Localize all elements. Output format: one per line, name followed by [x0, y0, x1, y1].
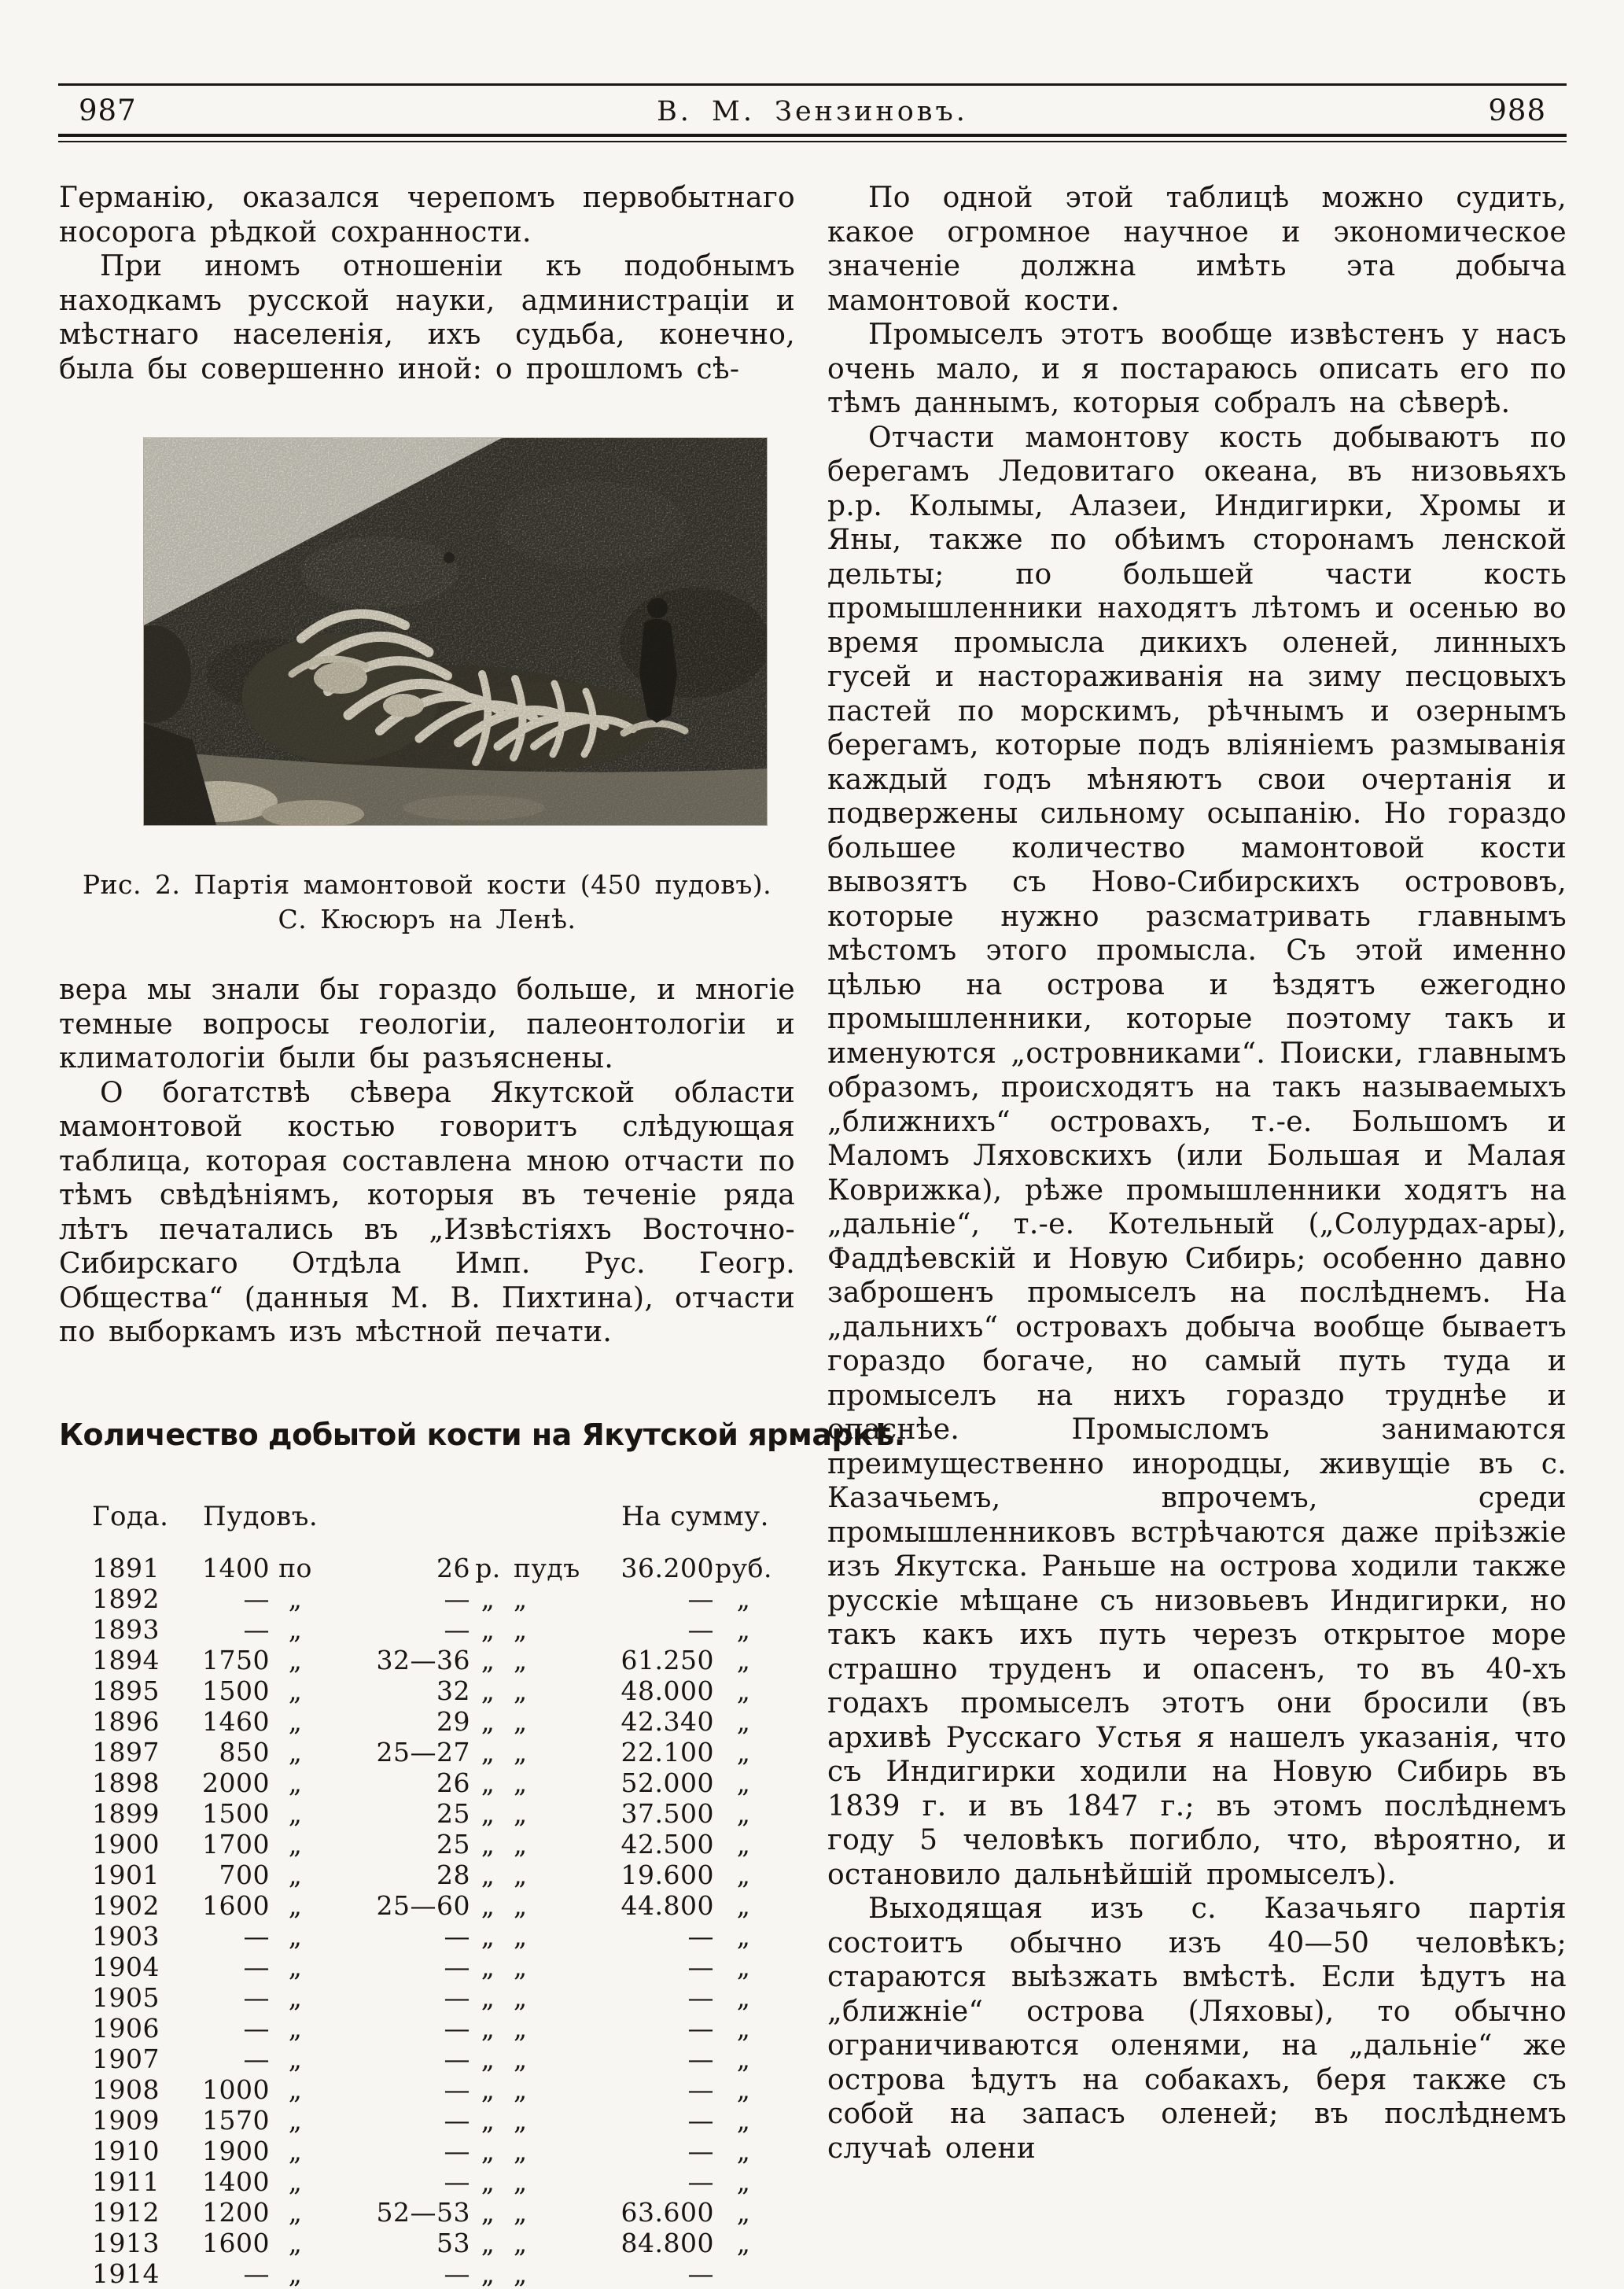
table-row: 1908 1000 „ — „ „ — „	[92, 2073, 751, 2105]
figure-caption-line1: Рис. 2. Партія мамонтовой кости (450 пудовъ).	[82, 869, 772, 900]
harvest-table-header	[81, 1474, 773, 1553]
table-row: 1896 1460 „ 29 „ „ 42.340 „	[92, 1705, 751, 1737]
paragraph: вера мы знали бы гораздо больше, и многіе темные вопросы геологіи, палеонтологіи и климатологіи были бы разъяснены.	[59, 974, 795, 1074]
table-row: 1910 1900 „ — „ „ — „	[92, 2135, 751, 2166]
table-row: 1897 850 „ 25—27 „ „ 22.100 „	[92, 1736, 751, 1767]
left-column	[59, 181, 905, 2289]
column-header-sum: На сумму.	[621, 1500, 769, 1532]
head-rule-double	[58, 134, 1567, 142]
figure-caption-line2: С. Кюсюръ на Ленѣ.	[278, 904, 576, 934]
mammoth-tusk-pile-photo	[144, 438, 767, 825]
table-row: 1903 — „ — „ „ — „	[92, 1920, 751, 1952]
paragraph: Выходящая изъ с. Казачьяго партія состоитъ обычно изъ 40—50 человѣкъ; стараются выѣзжать вмѣстѣ. Если ѣдутъ на „ближніе“ острова (Ляховы), то обычно ограничиваются оленями, на „дальніе“ же острова ѣдутъ на собакахъ, беря также съ собой на запасъ оленей; въ послѣднемъ случаѣ олени	[827, 1893, 1567, 2165]
author-running-title: В. М. Зензиновъ.	[657, 96, 968, 127]
column-header-years: Года.	[92, 1500, 169, 1532]
right-column	[827, 181, 1567, 2166]
table-row: 1898 2000 „ 26 „ „ 52.000 „	[92, 1767, 751, 1798]
paragraph: Германію, оказался черепомъ первобытнаго носорога рѣдкой сохранности.	[59, 182, 795, 249]
table-row: 1902 1600 „ 25—60 „ „ 44.800 „	[92, 1889, 751, 1921]
paragraph: Отчасти мамонтову кость добываютъ по берегамъ Ледовитаго океана, въ низовьяхъ р.р. Колымы, Алазеи, Индигирки, Хромы и Яны, также по обѣимъ сторонамъ ленской дельты; по большей части кость промышленники находятъ лѣтомъ и осенью во время промысла дикихъ оленей, линныхъ гусей и настораживанія на зиму песцовыхъ пастей по морскимъ, рѣчнымъ и озернымъ берегамъ, которые подъ вліяніемъ размыванія каждый годъ мѣняютъ свои очертанія и подвержены сильному осыпанію. Но гораздо большее количество мамонтовой кости вывозятъ съ Ново-Сибирскихъ острововъ, которые нужно разсматривать главнымъ мѣстомъ этого промысла. Съ этой именно цѣлью на острова и ѣздятъ ежегодно промышленники, которые поэтому такъ и именуются „островниками“. Поиски, главнымъ образомъ, происходятъ на такъ называемыхъ „ближнихъ“ островахъ, т.-е. Большомъ и Маломъ Ляховскихъ (или Большая и Малая Коврижка), рѣже промышленники ходятъ на „дальніе“, т.-е. Котельный („Солурдах-ары), Фаддѣевскій и Новую Сибирь; особенно давно заброшенъ промыселъ на послѣднемъ. На „дальнихъ“ островахъ добыча вообще бываетъ гораздо богаче, но самый путь туда и промыселъ на нихъ гораздо труднѣе и опаснѣе. Промысломъ занимаются преимущественно инородцы, живущіе въ с. Казачьемъ, впрочемъ, среди промышленниковъ встрѣчаются даже пріѣзжіе изъ Якутска. Раньше на острова ходили также русскіе мѣщане съ низовьевъ Индигирки, но такъ какъ ихъ путь черезъ открытое море страшно труденъ и опасенъ, то въ 40-хъ годахъ промыселъ этотъ они бросили (въ архивѣ Русскаго Устья я нашелъ указанія, что съ Индигирки ходили на Новую Сибирь въ 1839 г. и въ 1847 г.; въ этомъ послѣднемъ году 5 человѣкъ погибло, что, вѣроятно, и остановило дальнѣйшій промыселъ).	[827, 421, 1567, 1891]
harvest-table	[81, 1474, 773, 2289]
table-row: 1900 1700 „ 25 „ „ 42.500 „	[92, 1828, 751, 1860]
table-row: 1912 1200 „ 52—53 „ „ 63.600 „	[92, 2196, 751, 2228]
page-number-left: 987	[79, 94, 137, 127]
figure-caption	[59, 868, 795, 937]
paragraph: По одной этой таблицѣ можно судить, какое огромное научное и экономическое значеніе должна имѣть эта добыча мамонтовой кости.	[827, 182, 1567, 317]
table-row: 1911 1400 „ — „ „ — „	[92, 2166, 751, 2197]
table-row: 1899 1500 „ 25 „ „ 37.500 „	[92, 1797, 751, 1829]
table-row: 1904 — „ — „ „ — „	[92, 1951, 751, 1982]
figure-2	[82, 438, 772, 937]
table-row: 1892 — „ — „ „ — „	[92, 1583, 751, 1614]
table-row: 1891 1400 по 26 р. пудъ 36.200 руб.	[92, 1552, 772, 1583]
table-row: 1895 1500 „ 32 „ „ 48.000 „	[92, 1675, 751, 1706]
paragraph: При иномъ отношеніи къ подобнымъ находкамъ русской науки, администраціи и мѣстнаго населенія, ихъ судьба, конечно, была бы совершенно иной: о прошломъ сѣ-	[59, 250, 795, 385]
table-row: 1913 1600 „ 53 „ „ 84.800 „	[92, 2227, 751, 2258]
table-row: 1909 1570 „ — „ „ — „	[92, 2104, 751, 2136]
paragraph: Промыселъ этотъ вообще извѣстенъ у насъ очень мало, и я постараюсь описать его по тѣмъ даннымъ, которыя собралъ на сѣверѣ.	[827, 319, 1567, 419]
head-row	[58, 86, 1567, 134]
running-head	[58, 83, 1567, 142]
table-row: 1893 — „ — „ „ — „	[92, 1613, 751, 1645]
table-row: 1914 — „ — „ „ —	[92, 2258, 714, 2289]
page-number-right: 988	[1488, 94, 1546, 127]
paragraph: О богатствѣ сѣвера Якутской области мамонтовой костью говоритъ слѣдующая таблица, которая составлена мною отчасти по тѣмъ свѣдѣніямъ, которыя въ теченіе ряда лѣтъ печатались въ „Извѣстіяхъ Восточно-Сибирскаго Отдѣла Имп. Рус. Геогр. Общества“ (данныя М. В. Пихтина), отчасти по выборкамъ изъ мѣстной печати.	[59, 1076, 795, 1348]
column-header-spacer	[321, 1474, 580, 1553]
table-row: 1905 — „ — „ „ — „	[92, 1981, 751, 2013]
table-row: 1907 — „ — „ „ — „	[92, 2043, 751, 2074]
table-row: 1901 700 „ 28 „ „ 19.600 „	[92, 1859, 751, 1890]
table-row: 1894 1750 „ 32—36 „ „ 61.250 „	[92, 1644, 751, 1675]
table-title: Количество добытой кости на Якутской ярмаркѣ.	[59, 1417, 905, 1452]
table-row: 1906 — „ — „ „ — „	[92, 2012, 751, 2044]
harvest-table-body	[81, 1553, 773, 2289]
column-header-poods: Пудовъ.	[203, 1500, 319, 1532]
